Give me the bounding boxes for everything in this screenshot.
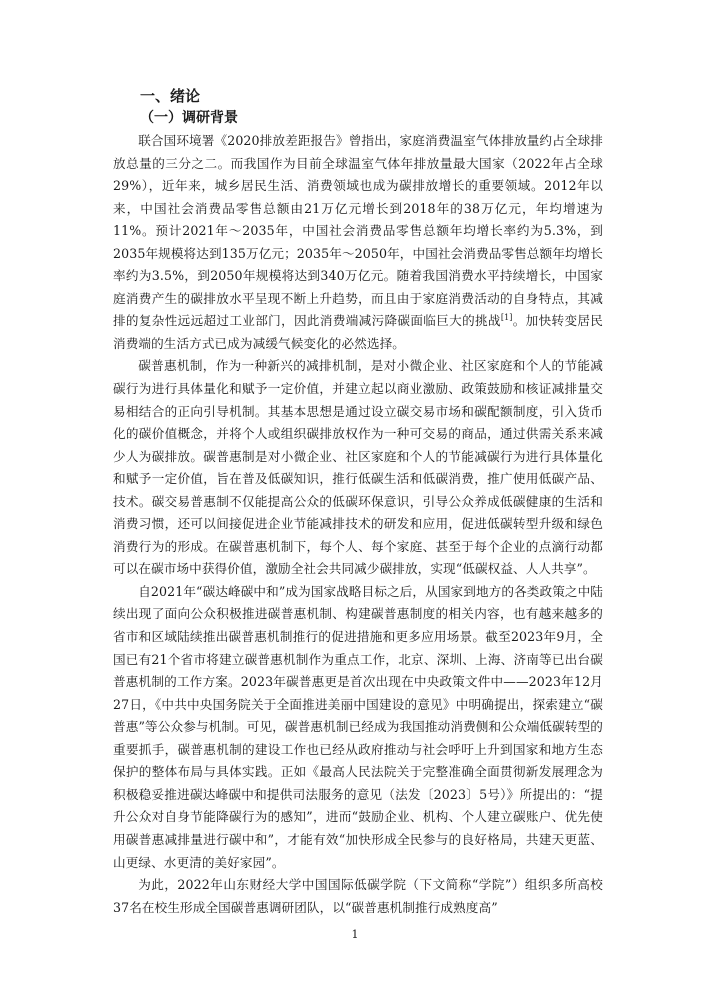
paragraph <box>113 130 603 355</box>
citation-marker: [1] <box>500 313 513 323</box>
paragraph-text: 自2021年“碳达峰碳中和”成为国家战略目标之后，从国家到地方的各类政策之中陆续出现了面向公众积极推进碳普惠机制、构建碳普惠制度的相关内容，也有越来越多的省市和区域陆续推出碳普惠机制推行的促进措施和更多应用场景。截至2023年9月，全国已有21个省市将建立碳普惠机制作为重点工作，北京、深圳、上海、济南等已出台碳普惠机制的工作方案。2023年碳普惠更是首次出现在中央政策文件中——2023年12月27日，《中共中央国务院关于全面推进美丽中国建设的意见》中明确提出，探索建立“碳普惠”等公众参与机制。可见，碳普惠机制已经成为我国推动消费侧和公众端低碳转型的重要抓手，碳普惠机制的建设工作也已经从政府推动与社会呼吁上升到国家和地方生态保护的整体布局与具体实践。正如《最高人民法院关于完整准确全面贯彻新发展理念为积极稳妥推进碳达峰碳中和提供司法服务的意见（法发〔2023〕5号）》所提出的：“提升公众对自身节能降碳行为的感知”，进而“鼓励企业、机构、个人建立碳账户、优先使用碳普惠减排量进行碳中和”，才能有效“加快形成全民参与的良好格局，共建天更蓝、山更绿、水更清的美好家园”。 <box>113 583 603 870</box>
paragraph-text: 碳普惠机制，作为一种新兴的减排机制，是对小微企业、社区家庭和个人的节能减碳行为进行具体量化和赋予一定价值，并建立起以商业激励、政策鼓励和核证减排量交易相结合的正向引导机制。其基本思想是通过设立碳交易市场和碳配额制度，引入货币化的碳价值概念，并将个人或组织碳排放权作为一种可交易的商品，通过供需关系来减少人为碳排放。碳普惠制是对小微企业、社区家庭和个人的节能减碳行为进行具体量化和赋予一定价值，旨在普及低碳知识，推行低碳生活和低碳消费，推广使用低碳产品、技术。碳交易普惠制不仅能提高公众的低碳环保意识，引导公众养成低碳健康的生活和消费习惯，还可以间接促进企业节能减排技术的研发和应用，促进低碳转型升级和绿色消费行为的形成。在碳普惠机制下，每个人、每个家庭、甚至于每个企业的点滴行动都可以在碳市场中获得价值，激励全社会共同减少碳排放，实现“低碳权益、人人共享”。 <box>113 358 603 577</box>
page-number: 1 <box>351 928 359 941</box>
paragraph <box>113 874 603 919</box>
paragraph-text: 为此，2022年山东财经大学中国国际低碳学院（下文简称“学院”）组织多所高校37名在校生形成全国碳普惠调研团队，以“碳普惠机制推行成熟度高” <box>113 877 603 915</box>
paragraph-tail: 。加快转变居民消费端的生活方式已成为减缓气候变化的必然选择。 <box>113 313 604 351</box>
paragraph <box>113 355 603 580</box>
paragraph <box>113 581 603 874</box>
section-heading: 一、绪论 <box>140 87 201 105</box>
subsection-heading: （一）调研背景 <box>140 110 238 126</box>
paragraph-text: 联合国环境署《2020排放差距报告》曾指出，家庭消费温室气体排放量约占全球排放总量的三分之二。而我国作为目前全球温室气体年排放量最大国家（2022年占全球29%），近年来，城乡居民生活、消费领域也成为碳排放增长的重要领域。2012年以来，中国社会消费品零售总额由21万亿元增长到2018年的38万亿元，年均增速为11%。预计2021年～2035年，中国社会消费品零售总额年均增长率约为5.3%，到2035年规模将达到135万亿元；2035年～2050年，中国社会消费品零售总额年均增长率约为3.5%，到2050年规模将达到340万亿元。随着我国消费水平持续增长，中国家庭消费产生的碳排放水平呈现不断上升趋势，而且由于家庭消费活动的自身特点，其减排的复杂性远远超过工业部门，因此消费端减污降碳面临巨大的挑战 <box>113 133 603 329</box>
body-text <box>113 130 603 919</box>
